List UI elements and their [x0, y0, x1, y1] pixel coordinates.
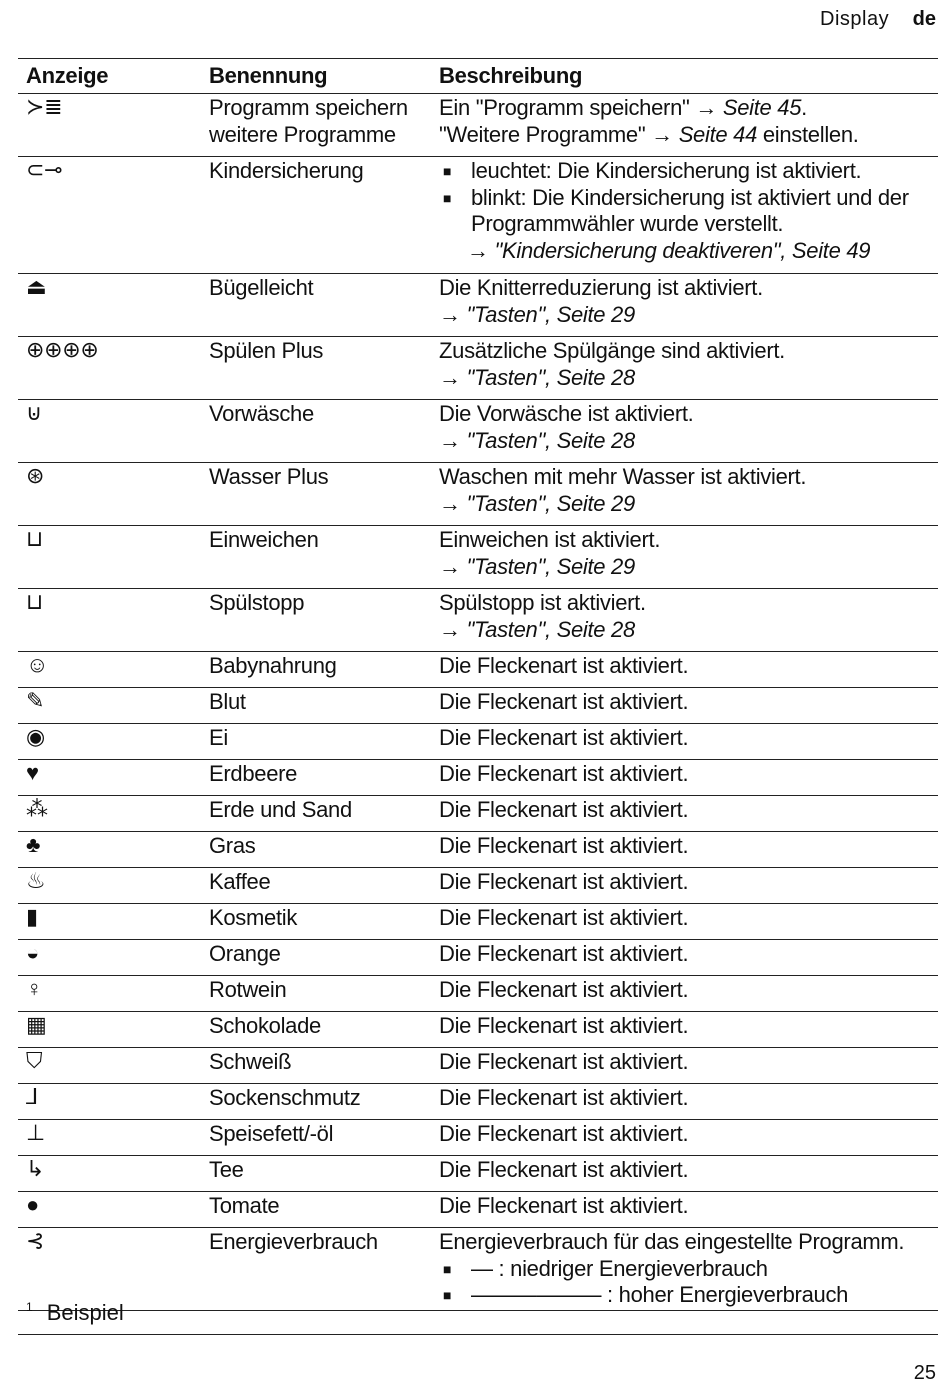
bullet-text: —————— : hoher Energieverbrauch — [471, 1282, 849, 1307]
bullet-square: ■ — [443, 1260, 452, 1277]
grass-icon: ♣ — [26, 832, 41, 857]
description-cell — [439, 796, 938, 831]
icon-cell — [18, 463, 209, 525]
orange-icon: ◒ — [26, 940, 39, 965]
icon-cell — [18, 400, 209, 462]
name-cell — [209, 589, 439, 651]
table-row — [18, 274, 938, 337]
table-row — [18, 904, 938, 940]
table-row — [18, 760, 938, 796]
icon-cell — [18, 589, 209, 651]
lipstick-icon: ▮ — [26, 904, 38, 929]
icon-cell — [18, 796, 209, 831]
table-row — [18, 1048, 938, 1084]
baby-food-icon: ☺ — [26, 652, 49, 677]
cross-reference: → "Kindersicherung deaktiveren", Seite 49 — [467, 237, 871, 263]
icon-cell — [18, 940, 209, 975]
cross-reference: → "Tasten", Seite 29 — [439, 301, 635, 327]
name-text: Bügelleicht — [209, 275, 314, 300]
name-cell — [209, 157, 439, 273]
blood-icon: ✎ — [26, 688, 45, 713]
table-row — [18, 688, 938, 724]
cross-reference: → "Tasten", Seite 28 — [439, 427, 635, 453]
section-title: Display — [820, 8, 890, 30]
coffee-icon: ♨ — [26, 868, 46, 893]
name-cell — [209, 1120, 439, 1155]
icon-cell — [18, 652, 209, 687]
description-text: Die Fleckenart ist aktiviert. — [439, 905, 689, 930]
page-number: 25 — [913, 1362, 936, 1384]
desc-pre: "Weitere Programme" → — [439, 121, 679, 147]
description-cell — [439, 904, 938, 939]
table-row — [18, 1156, 938, 1192]
cross-reference: → "Tasten", Seite 28 — [439, 364, 635, 390]
description-text: Die Fleckenart ist aktiviert. — [439, 941, 689, 966]
description-text: Waschen mit mehr Wasser ist aktiviert. — [439, 464, 807, 489]
name-cell — [209, 463, 439, 525]
table-row — [18, 652, 938, 688]
table-row — [18, 940, 938, 976]
description-cell — [439, 1156, 938, 1191]
name-text: Blut — [209, 689, 246, 714]
icon-cell — [18, 526, 209, 588]
description-text: Die Fleckenart ist aktiviert. — [439, 653, 689, 678]
name-text: Kindersicherung — [209, 158, 364, 183]
name-cell — [209, 1156, 439, 1191]
iron-icon: ⏏ — [26, 274, 47, 299]
description-text: Die Vorwäsche ist aktiviert. — [439, 401, 694, 426]
icon-cell — [18, 94, 209, 156]
description-text: Zusätzliche Spülgänge sind aktiviert. — [439, 338, 785, 363]
icon-cell — [18, 724, 209, 759]
name-cell — [209, 274, 439, 336]
name-cell — [209, 1192, 439, 1227]
chocolate-icon: ▦ — [26, 1012, 47, 1037]
description-cell — [439, 337, 938, 399]
table-row — [18, 796, 938, 832]
name-text: Sockenschmutz — [209, 1085, 361, 1110]
table-row — [18, 868, 938, 904]
icon-cell — [18, 1120, 209, 1155]
sock-icon: ⅃ — [26, 1084, 38, 1109]
table-row — [18, 337, 938, 400]
name-text: Vorwäsche — [209, 401, 314, 426]
desc-pre: Ein "Programm speichern" → — [439, 95, 723, 120]
name-text: Erdbeere — [209, 761, 298, 786]
cross-reference: → "Tasten", Seite 29 — [439, 553, 635, 579]
table-header-row — [18, 59, 938, 94]
description-cell — [439, 940, 938, 975]
name-cell — [209, 940, 439, 975]
icon-cell — [18, 1048, 209, 1083]
cross-reference: → "Tasten", Seite 28 — [439, 616, 635, 642]
icon-cell — [18, 1192, 209, 1227]
table-row — [18, 526, 938, 589]
name-text: Energieverbrauch — [209, 1229, 378, 1254]
shirt-icon: ⛉ — [26, 1048, 43, 1073]
description-cell — [439, 868, 938, 903]
language-code: de — [912, 8, 936, 30]
name-cell — [209, 526, 439, 588]
name-text: Spülen Plus — [209, 338, 324, 363]
description-text: Die Fleckenart ist aktiviert. — [439, 833, 689, 858]
icon-cell — [18, 1228, 209, 1310]
bullet-text: leuchtet: Die Kindersicherung ist aktiviert. — [471, 158, 862, 183]
energy-plug-icon: ⊰ — [26, 1228, 45, 1253]
table-row — [18, 400, 938, 463]
description-cell — [439, 589, 938, 651]
footnote-mark: 1 — [26, 1300, 33, 1314]
table-row — [18, 832, 938, 868]
egg-icon: ◉ — [26, 724, 45, 749]
table-row — [18, 1192, 938, 1228]
name-cell — [209, 760, 439, 795]
description-cell — [439, 1120, 938, 1155]
name-line: weitere Programme — [209, 121, 396, 147]
bullet-item — [439, 158, 938, 185]
name-cell — [209, 1012, 439, 1047]
icon-cell — [18, 157, 209, 273]
footnote — [18, 1300, 938, 1335]
icon-cell — [18, 976, 209, 1011]
strawberry-icon: ♥ — [26, 760, 39, 785]
icon-cell — [18, 688, 209, 723]
name-text: Gras — [209, 833, 256, 858]
display-table — [18, 58, 938, 1311]
name-cell — [209, 724, 439, 759]
description-text: Spülstopp ist aktiviert. — [439, 590, 646, 615]
bullet-square: ■ — [443, 189, 452, 206]
description-text: Energieverbrauch für das eingestellte Programm. — [439, 1229, 905, 1254]
page-header — [820, 8, 936, 31]
description-cell — [439, 1048, 938, 1083]
description-line — [439, 95, 938, 122]
name-text: Tomate — [209, 1193, 280, 1218]
page-reference: Seite 45 — [722, 95, 802, 120]
bullet-square: ■ — [443, 1287, 452, 1303]
table-row — [18, 1012, 938, 1048]
icon-cell — [18, 868, 209, 903]
column-header-beschreibung: Beschreibung — [439, 63, 583, 89]
description-text: Die Knitterreduzierung ist aktiviert. — [439, 275, 763, 300]
description-text: Einweichen ist aktiviert. — [439, 527, 661, 552]
description-text: Die Fleckenart ist aktiviert. — [439, 761, 689, 786]
table-row — [18, 1120, 938, 1156]
description-text: Die Fleckenart ist aktiviert. — [439, 977, 689, 1002]
name-text: Kosmetik — [209, 905, 298, 930]
description-cell — [439, 1228, 938, 1310]
bullet-text: — : niedriger Energieverbrauch — [471, 1255, 768, 1281]
name-text: Schokolade — [209, 1013, 321, 1038]
soak-icon: ⊔ — [26, 526, 43, 551]
wine-glass-icon: ♀ — [26, 976, 43, 1001]
name-text: Erde und Sand — [209, 797, 352, 822]
footnote-text: Beispiel — [46, 1300, 124, 1325]
name-cell — [209, 400, 439, 462]
tomato-icon: ● — [26, 1192, 39, 1217]
table-row — [18, 94, 938, 157]
desc-post: einstellen. — [757, 121, 859, 147]
bullet-text: blinkt: Die Kindersicherung ist aktiviert und der Programmwähler wurde verstellt. — [471, 184, 909, 236]
description-cell — [439, 463, 938, 525]
name-cell — [209, 868, 439, 903]
description-text: Die Fleckenart ist aktiviert. — [439, 1085, 689, 1110]
name-line: Programm speichern — [209, 95, 408, 120]
name-cell — [209, 904, 439, 939]
description-text: Die Fleckenart ist aktiviert. — [439, 1121, 689, 1146]
table-row — [18, 724, 938, 760]
icon-cell — [18, 1156, 209, 1191]
icon-cell — [18, 832, 209, 867]
rinse-plus-icon: ⊕⊕⊕⊕ — [26, 337, 99, 362]
table-row — [18, 157, 938, 274]
icon-cell — [18, 760, 209, 795]
table-row — [18, 463, 938, 526]
description-text: Die Fleckenart ist aktiviert. — [439, 797, 689, 822]
description-text: Die Fleckenart ist aktiviert. — [439, 689, 689, 714]
description-cell — [439, 976, 938, 1011]
name-text: Kaffee — [209, 869, 271, 894]
description-line — [439, 122, 938, 149]
name-cell — [209, 1048, 439, 1083]
name-cell — [209, 337, 439, 399]
page-reference: Seite 44 — [678, 121, 758, 147]
description-text: Die Fleckenart ist aktiviert. — [439, 869, 689, 894]
icon-cell — [18, 904, 209, 939]
name-cell — [209, 94, 439, 156]
column-header-benennung: Benennung — [209, 63, 328, 89]
name-text: Orange — [209, 941, 281, 966]
table-row — [18, 589, 938, 652]
description-cell — [439, 157, 938, 273]
description-text: Die Fleckenart ist aktiviert. — [439, 1049, 689, 1074]
description-cell — [439, 652, 938, 687]
name-text: Ei — [209, 725, 228, 750]
description-cell — [439, 1012, 938, 1047]
key-icon: ⊂⊸ — [26, 157, 63, 182]
table-row — [18, 1084, 938, 1120]
name-text: Schweiß — [209, 1049, 292, 1074]
bullet-square: ■ — [443, 163, 452, 179]
description-text: Die Fleckenart ist aktiviert. — [439, 725, 689, 750]
description-cell — [439, 724, 938, 759]
description-cell — [439, 526, 938, 588]
bullet-item — [439, 185, 938, 238]
oil-drop-icon: ⊥ — [26, 1120, 45, 1145]
description-text: Die Fleckenart ist aktiviert. — [439, 1193, 689, 1218]
description-text: Die Fleckenart ist aktiviert. — [439, 1157, 689, 1182]
name-cell — [209, 1084, 439, 1119]
name-text: Babynahrung — [209, 653, 337, 678]
name-cell — [209, 1228, 439, 1310]
name-text: Einweichen — [209, 527, 319, 552]
soil-sand-icon: ⁂ — [26, 796, 48, 821]
description-cell — [439, 688, 938, 723]
description-cell — [439, 1084, 938, 1119]
name-text: Tee — [209, 1157, 244, 1182]
prewash-icon: ⊍ — [26, 400, 42, 425]
description-cell — [439, 94, 938, 156]
program-memory-icon: ≻≣ — [26, 94, 63, 119]
description-cell — [439, 1192, 938, 1227]
description-cell — [439, 274, 938, 336]
icon-cell — [18, 337, 209, 399]
bullet-item — [439, 1256, 938, 1283]
table-row — [18, 1228, 938, 1311]
name-text: Spülstopp — [209, 590, 305, 615]
name-cell — [209, 652, 439, 687]
name-cell — [209, 832, 439, 867]
cross-reference: → "Tasten", Seite 29 — [439, 490, 635, 516]
name-text: Rotwein — [209, 977, 287, 1002]
name-cell — [209, 796, 439, 831]
icon-cell — [18, 1012, 209, 1047]
description-cell — [439, 760, 938, 795]
name-cell — [209, 976, 439, 1011]
name-text: Speisefett/-öl — [209, 1121, 334, 1146]
tea-bag-icon: ↳ — [26, 1156, 45, 1181]
description-text: Die Fleckenart ist aktiviert. — [439, 1013, 689, 1038]
icon-cell — [18, 1084, 209, 1119]
icon-cell — [18, 274, 209, 336]
name-text: Wasser Plus — [209, 464, 329, 489]
rinse-stop-icon: ⊔ — [26, 589, 43, 614]
water-plus-icon: ⊛ — [26, 463, 45, 488]
description-cell — [439, 832, 938, 867]
desc-post: . — [801, 95, 807, 120]
description-cell — [439, 400, 938, 462]
column-header-anzeige: Anzeige — [26, 62, 109, 88]
name-cell — [209, 688, 439, 723]
table-row — [18, 976, 938, 1012]
